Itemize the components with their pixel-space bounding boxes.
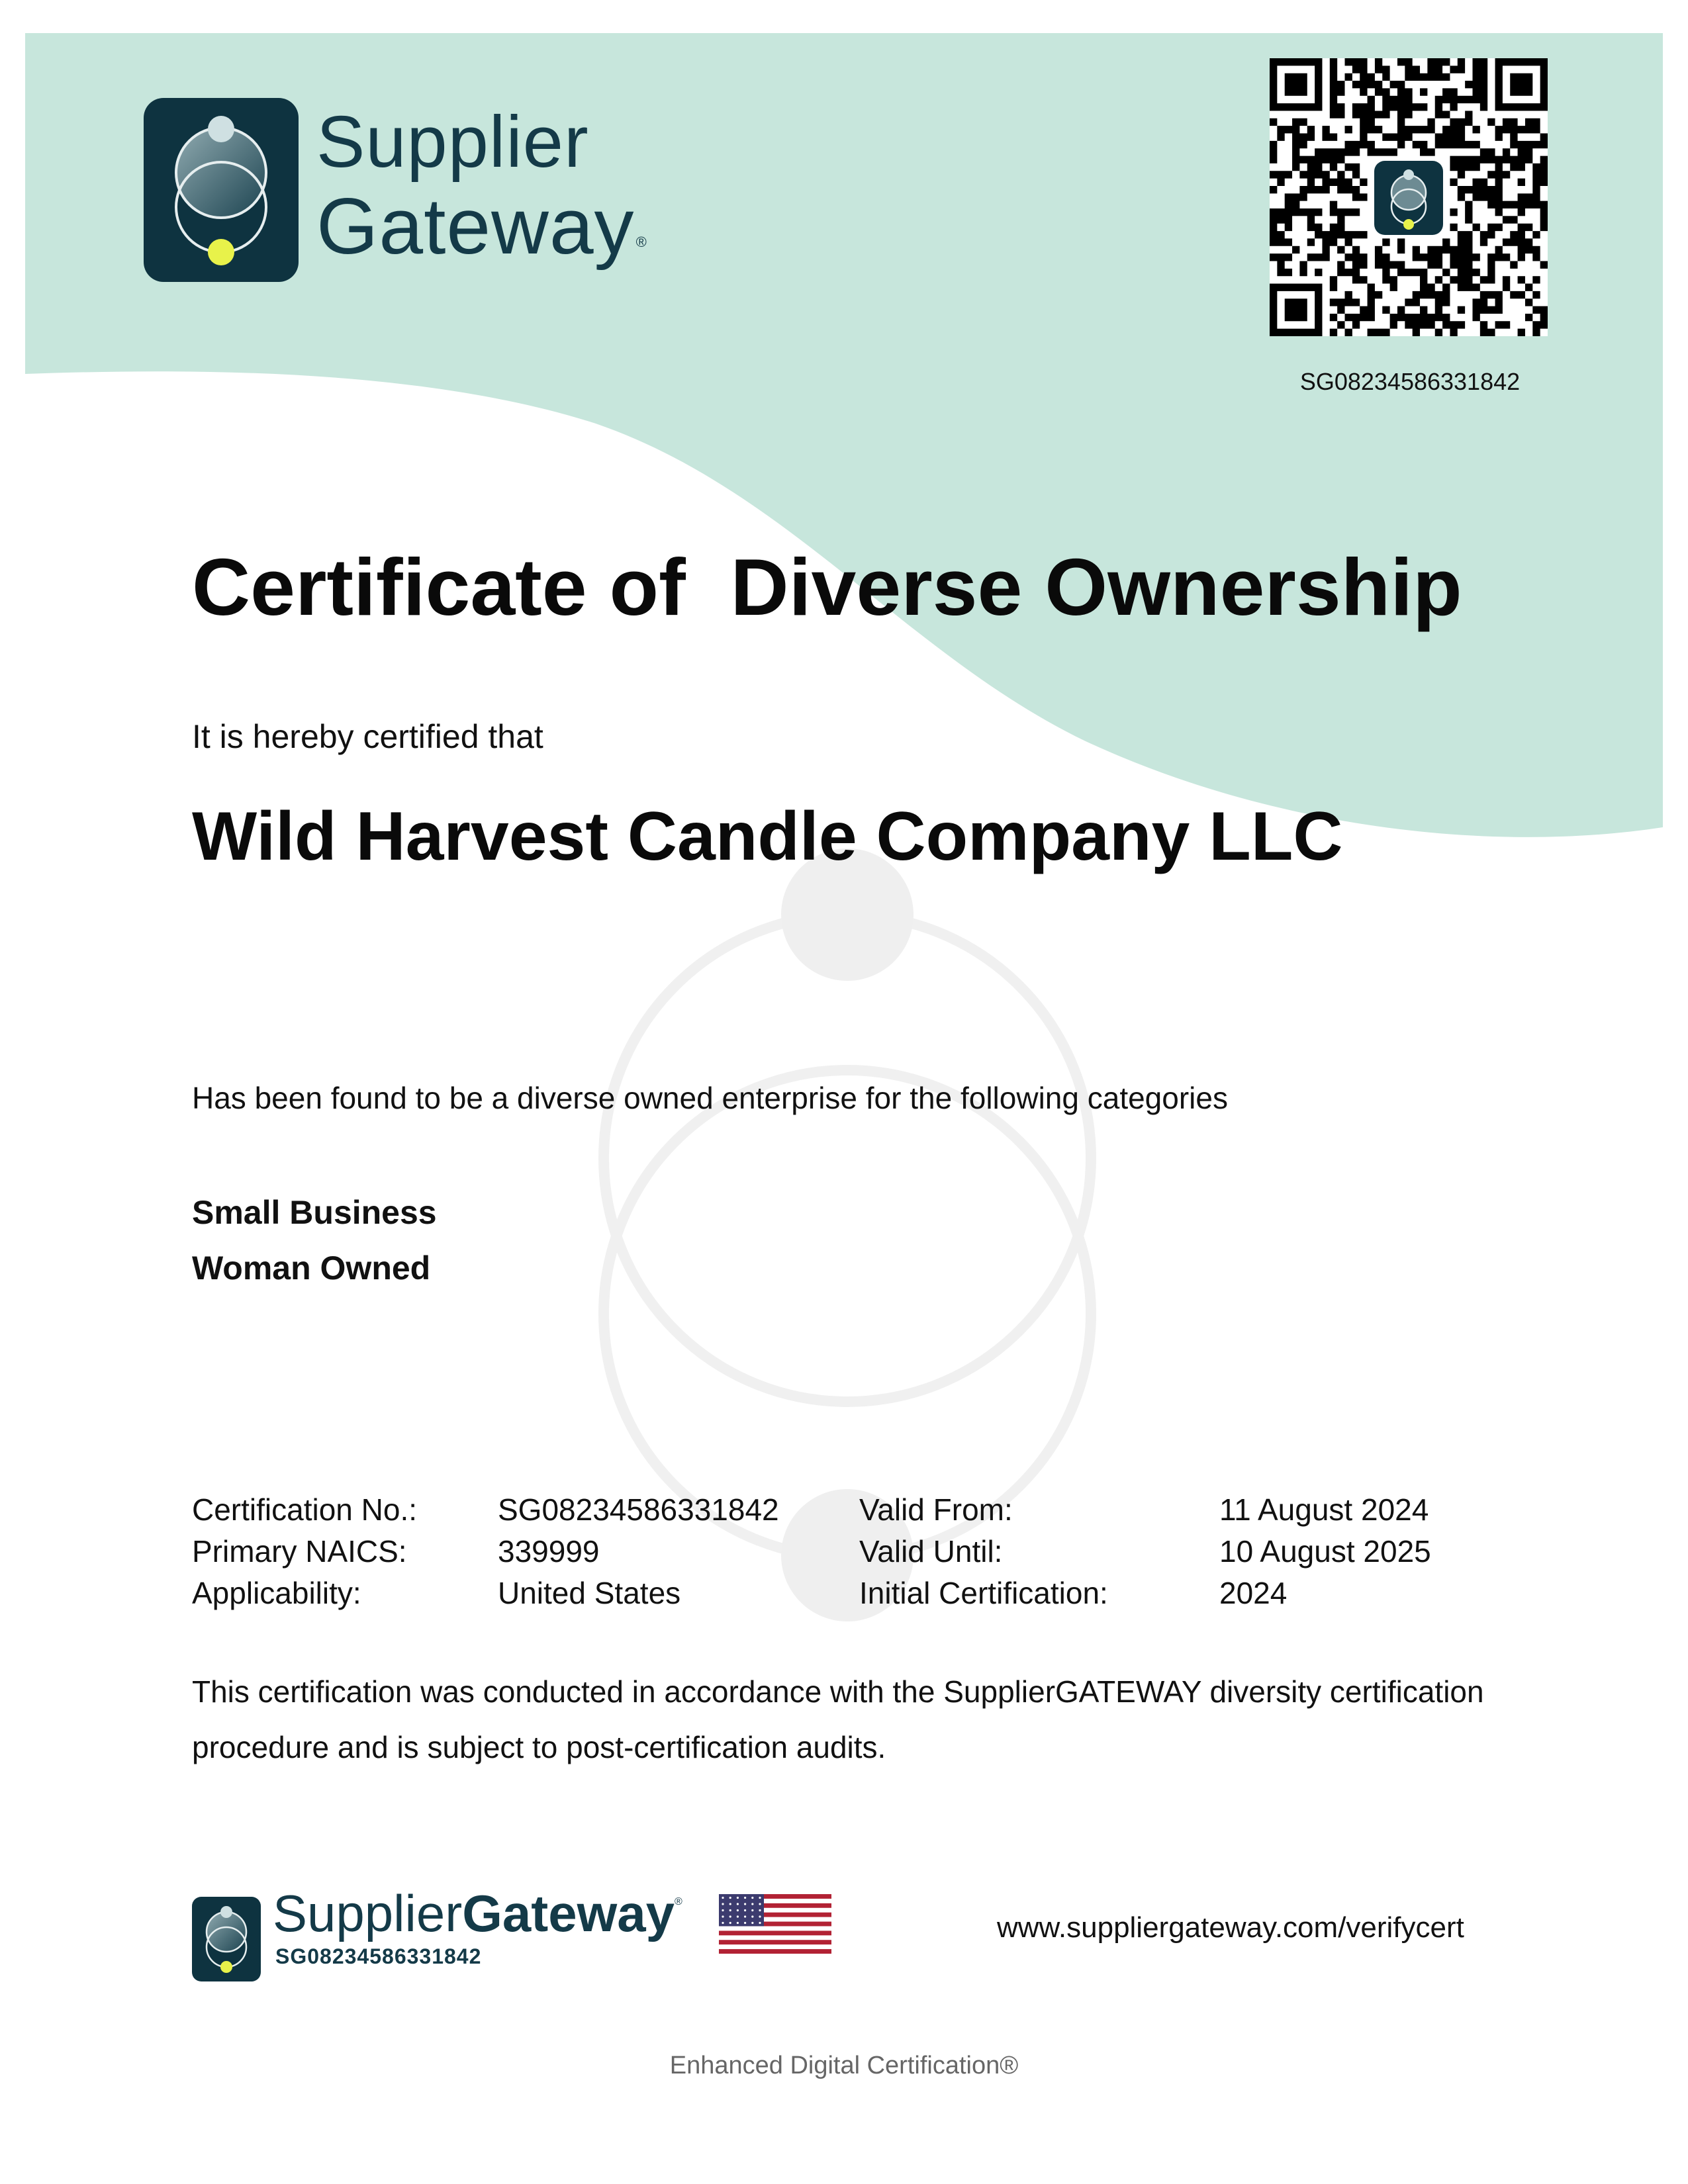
categories-intro: Has been found to be a diverse owned enterprise for the following categories (192, 1081, 1228, 1115)
verify-certificate-link[interactable]: www.suppliergateway.com/verifycert (997, 1911, 1464, 1944)
footer-brand-name: SupplierGateway® (273, 1884, 682, 1942)
footer-logo-icon (192, 1897, 261, 1981)
detail-label: Valid From: (859, 1492, 1013, 1527)
applicability: United States (498, 1576, 681, 1610)
qr-certificate-code: SG08234586331842 (1299, 368, 1521, 395)
footer-certificate-code: SG08234586331842 (275, 1944, 482, 1968)
detail-label: Applicability: (192, 1576, 361, 1610)
enhanced-digital-certification-tagline: Enhanced Digital Certification® (669, 2052, 1019, 2079)
detail-label: Initial Certification: (859, 1576, 1108, 1610)
us-flag-icon (719, 1894, 831, 1954)
detail-label: Primary NAICS: (192, 1534, 407, 1569)
detail-label: Certification No.: (192, 1492, 418, 1527)
details-left-labels (192, 1489, 417, 1614)
certification-number: SG08234586331842 (498, 1492, 779, 1527)
category-item: Woman Owned (192, 1250, 431, 1287)
category-list (192, 1185, 437, 1296)
registered-mark: ® (635, 234, 647, 250)
details-right-labels (859, 1489, 1108, 1614)
company-name: Wild Harvest Candle Company LLC (192, 798, 1343, 875)
details-right-values (1219, 1489, 1431, 1614)
valid-until-date: 10 August 2025 (1219, 1534, 1431, 1569)
certificate-title: Certificate of Diverse Ownership (192, 542, 1462, 632)
brand-name-line-1: Supplier (316, 101, 589, 183)
details-left-values (498, 1489, 779, 1614)
supplier-gateway-logo-icon (144, 98, 299, 282)
valid-from-date: 11 August 2024 (1219, 1492, 1429, 1527)
brand-name-line-2: Gateway® (316, 182, 647, 271)
certification-intro: It is hereby certified that (192, 718, 543, 755)
verification-qr-code[interactable] (1270, 58, 1548, 336)
qr-center-logo-icon (1368, 156, 1450, 238)
primary-naics: 339999 (498, 1534, 600, 1569)
category-item: Small Business (192, 1194, 437, 1231)
detail-label: Valid Until: (859, 1534, 1003, 1569)
certification-statement: This certification was conducted in accordance with the SupplierGATEWAY diversity certification procedure and is subject to post-certification audits. (192, 1674, 1484, 1764)
initial-certification-year: 2024 (1219, 1576, 1288, 1610)
